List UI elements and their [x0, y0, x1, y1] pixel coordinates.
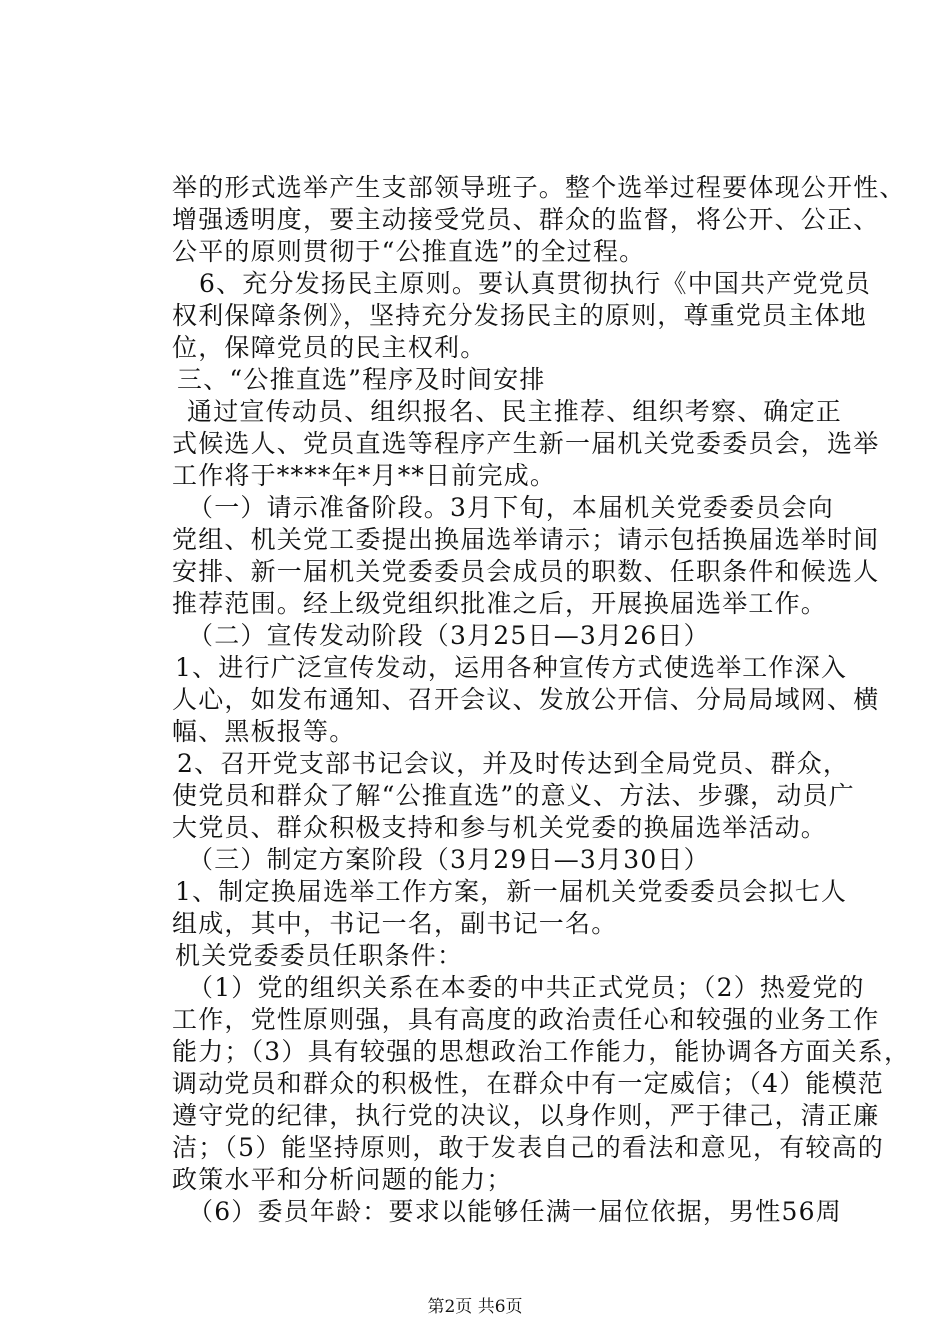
text-line: 大党员、群众积极支持和参与机关党委的换届选举活动。 [172, 813, 828, 842]
text-line: 机关党委委员任职条件： [175, 941, 464, 970]
text-line: 政策水平和分析问题的能力； [172, 1165, 513, 1194]
text-line: 安排、新一届机关党委委员会成员的职数、任职条件和候选人 [172, 557, 880, 586]
text-line: 1、进行广泛宣传发动，运用各种宣传方式使选举工作深入 [175, 653, 848, 682]
text-line: （6）委员年龄：要求以能够任满一届位依据，男性56周 [188, 1197, 842, 1226]
text-line: 工作将于****年*月**日前完成。 [172, 461, 557, 490]
text-line: 1、制定换届选举工作方案，新一届机关党委委员会拟七人 [175, 877, 848, 906]
text-line: 位，保障党员的民主权利。 [172, 333, 487, 362]
text-line: 党组、机关党工委提出换届选举请示；请示包括换届选举时间 [172, 525, 880, 554]
section-heading: 三、“公推直选”程序及时间安排 [177, 365, 546, 394]
text-line: 推荐范围。经上级党组织批准之后，开展换届选举工作。 [172, 589, 828, 618]
text-line: 遵守党的纪律，执行党的决议，以身作则，严于律己，清正廉 [172, 1101, 880, 1130]
text-line: 增强透明度，要主动接受党员、群众的监督，将公开、公正、 [172, 205, 880, 234]
text-line: 幅、黑板报等。 [172, 717, 356, 746]
page-number-footer: 第2页 共6页 [427, 1297, 523, 1317]
text-line: 6、充分发扬民主原则。要认真贯彻执行《中国共产党党员 [199, 269, 872, 298]
section-heading: （三）制定方案阶段（3月29日—3月30日） [188, 845, 710, 874]
text-line: 能力；（3）具有较强的思想政治工作能力，能协调各方面关系， [172, 1037, 911, 1066]
text-line: 举的形式选举产生支部领导班子。整个选举过程要体现公开性、 [172, 173, 906, 202]
text-line: 洁；（5）能坚持原则，敢于发表自己的看法和意见，有较高的 [172, 1133, 885, 1162]
text-line: 通过宣传动员、组织报名、民主推荐、组织考察、确定正 [187, 397, 843, 426]
text-line: 人心，如发布通知、召开会议、发放公开信、分局局域网、横 [172, 685, 880, 714]
text-line: 调动党员和群众的积极性，在群众中有一定威信；（4）能模范 [172, 1069, 885, 1098]
text-line: （一）请示准备阶段。3月下旬，本届机关党委委员会向 [188, 493, 834, 522]
text-line: 工作，党性原则强，具有高度的政治责任心和较强的业务工作 [172, 1005, 880, 1034]
text-line: 权利保障条例》，坚持充分发扬民主的原则，尊重党员主体地 [172, 301, 867, 330]
text-line: （1）党的组织关系在本委的中共正式党员；（2）热爱党的 [188, 973, 865, 1002]
text-line: 2、召开党支部书记会议，并及时传达到全局党员、群众， [177, 749, 850, 778]
text-line: 式候选人、党员直选等程序产生新一届机关党委委员会，选举 [172, 429, 880, 458]
text-line: 公平的原则贯彻于“公推直选”的全过程。 [172, 237, 646, 266]
text-line: 组成，其中，书记一名，副书记一名。 [172, 909, 618, 938]
section-heading: （二）宣传发动阶段（3月25日—3月26日） [188, 621, 710, 650]
text-line: 使党员和群众了解“公推直选”的意义、方法、步骤，动员广 [172, 781, 855, 810]
